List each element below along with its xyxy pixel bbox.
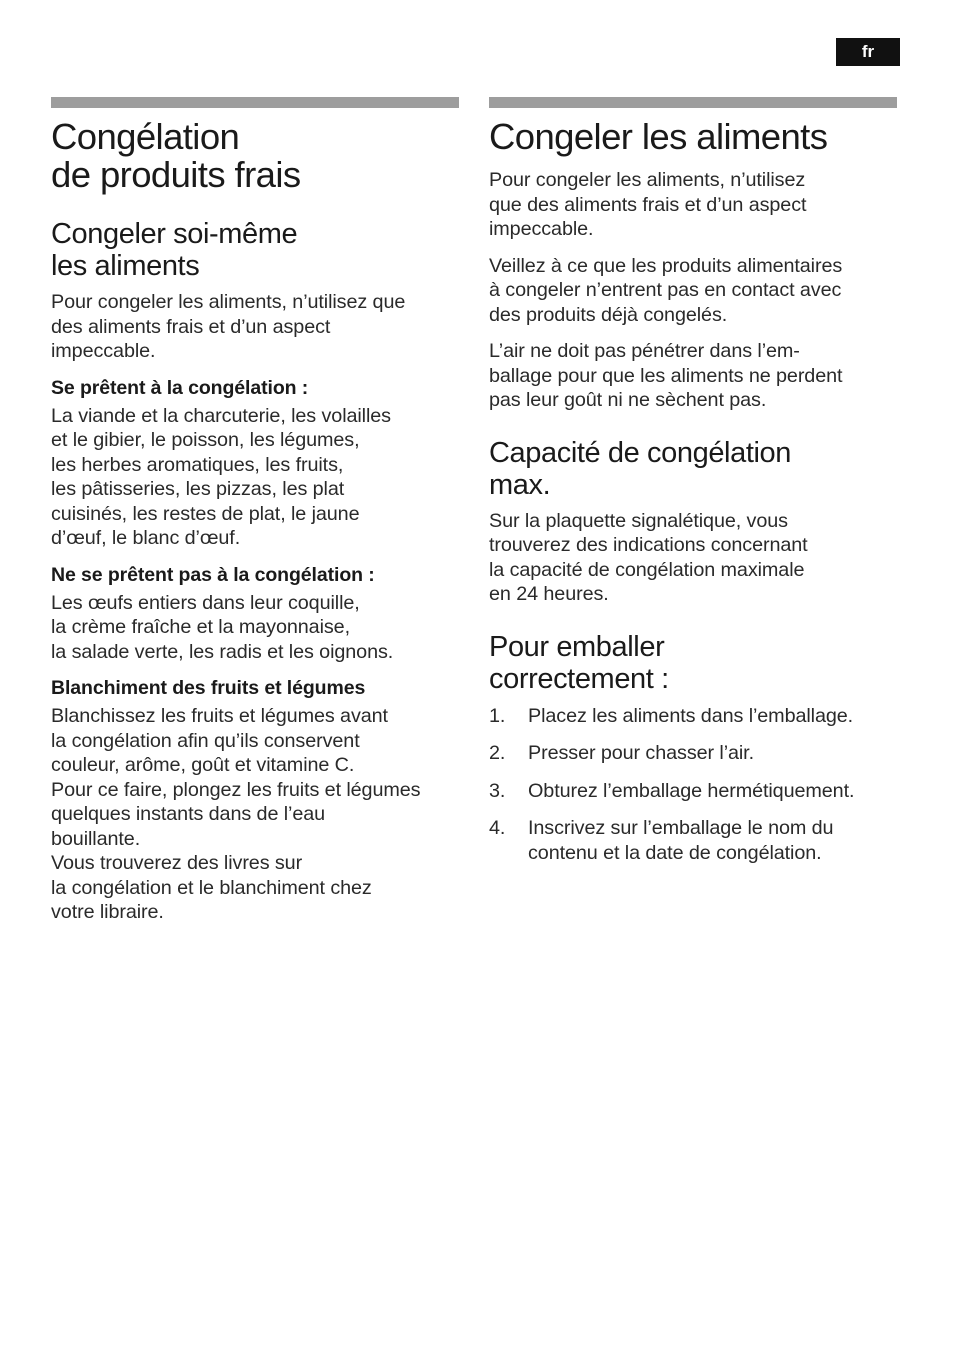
text-line: L’air ne doit pas pénétrer dans l’em- [489, 340, 800, 362]
text-line: Veillez à ce que les produits alimentaires [489, 254, 843, 277]
text-line: à congeler n’entrent pas en contact avec [489, 279, 842, 301]
text-line: des produits déjà congelés. [489, 303, 728, 326]
unsuitable-heading: Ne se prêtent pas à la congélation : [51, 563, 375, 586]
page-title-left [51, 118, 463, 194]
step-number: 4. [489, 817, 506, 839]
list-item [489, 704, 901, 729]
title-line: Congeler les aliments [489, 116, 828, 157]
subtitle-line: correctement : [489, 662, 669, 695]
text-line: la capacité de congélation maximale [489, 558, 805, 581]
blanching-heading: Blanchiment des fruits et légumes [51, 677, 366, 699]
step-text [528, 741, 901, 766]
text-line: Placez les aliments dans l’emballage. [528, 704, 854, 727]
text-line: quelques instants dans de l’eau [51, 803, 326, 825]
title-line: de produits frais [51, 154, 301, 195]
section-title-packing [489, 631, 901, 695]
text-line: impeccable. [51, 340, 156, 362]
text-line: ballage pour que les aliments ne perdent [489, 364, 843, 387]
text-line: la congélation et le blanchiment chez [51, 876, 372, 899]
text-line: la salade verte, les radis et les oignons. [51, 640, 394, 663]
capacity-paragraph [489, 509, 901, 607]
text-line: couleur, arôme, goût et vitamine C. [51, 754, 355, 776]
blanching-paragraph [51, 704, 463, 925]
step-number: 2. [489, 742, 506, 764]
list-item [489, 741, 901, 766]
text-line: Pour ce faire, plongez les fruits et légumes [51, 778, 421, 801]
text-line: Sur la plaquette signalétique, vous [489, 509, 788, 532]
section-title-freeze-yourself [51, 218, 463, 282]
text-line: Pour congeler les aliments, n’utilisez que [51, 291, 406, 313]
text-line: cuisinés, les restes de plat, le jaune [51, 502, 360, 525]
unsuitable-paragraph [51, 591, 463, 665]
text-line: la congélation afin qu’ils conservent [51, 729, 360, 752]
language-badge: fr [836, 38, 900, 66]
text-line: impeccable. [489, 218, 594, 240]
step-text [528, 779, 901, 804]
text-line: Presser pour chasser l’air. [528, 742, 754, 764]
text-line: bouillante. [51, 827, 141, 850]
subtitle-line: les aliments [51, 250, 200, 282]
section-divider [51, 97, 459, 108]
text-line: pas leur goût ni ne sèchent pas. [489, 389, 767, 411]
text-line: les pâtisseries, les pizzas, les plat [51, 478, 345, 500]
text-line: en 24 heures. [489, 583, 609, 605]
right-column [489, 97, 901, 865]
text-line: les herbes aromatiques, les fruits, [51, 453, 344, 476]
text-line: votre libraire. [51, 901, 164, 923]
text-line: Vous trouverez des livres sur [51, 852, 303, 874]
contact-paragraph [489, 254, 901, 328]
fresh-food-paragraph [489, 168, 901, 242]
title-line: Congélation [51, 116, 240, 157]
text-line: trouverez des indications concernant [489, 534, 808, 556]
text-line: contenu et la date de congélation. [528, 841, 822, 864]
subtitle-line: max. [489, 468, 551, 501]
text-line: Inscrivez sur l’emballage le nom du [528, 817, 834, 839]
list-item [489, 816, 901, 865]
text-line: des aliments frais et d’un aspect [51, 315, 331, 338]
subtitle-line: Congeler soi-même [51, 218, 298, 250]
step-text [528, 816, 901, 865]
suitable-heading: Se prêtent à la congélation : [51, 376, 309, 399]
step-number: 3. [489, 779, 506, 802]
section-title-capacity [489, 437, 901, 501]
text-line: et le gibier, le poisson, les légumes, [51, 429, 360, 451]
intro-paragraph [51, 290, 463, 364]
text-line: Blanchissez les fruits et légumes avant [51, 705, 388, 727]
step-number: 1. [489, 704, 506, 727]
list-item [489, 779, 901, 804]
packing-steps-list [489, 704, 901, 866]
text-line: La viande et la charcuterie, les volailles [51, 404, 391, 427]
suitable-paragraph [51, 404, 463, 551]
page-title-right [489, 118, 901, 156]
text-line: Les œufs entiers dans leur coquille, [51, 591, 360, 614]
section-divider [489, 97, 897, 108]
air-paragraph [489, 339, 901, 413]
text-line: la crème fraîche et la mayonnaise, [51, 616, 350, 638]
text-line: Pour congeler les aliments, n’utilisez [489, 169, 806, 191]
subtitle-line: Capacité de congélation [489, 436, 791, 469]
text-line: Obturez l’emballage hermétiquement. [528, 779, 855, 802]
text-line: que des aliments frais et d’un aspect [489, 193, 807, 216]
step-text [528, 704, 901, 729]
subtitle-line: Pour emballer [489, 630, 665, 663]
left-column [51, 97, 463, 925]
text-line: d’œuf, le blanc d’œuf. [51, 527, 241, 549]
